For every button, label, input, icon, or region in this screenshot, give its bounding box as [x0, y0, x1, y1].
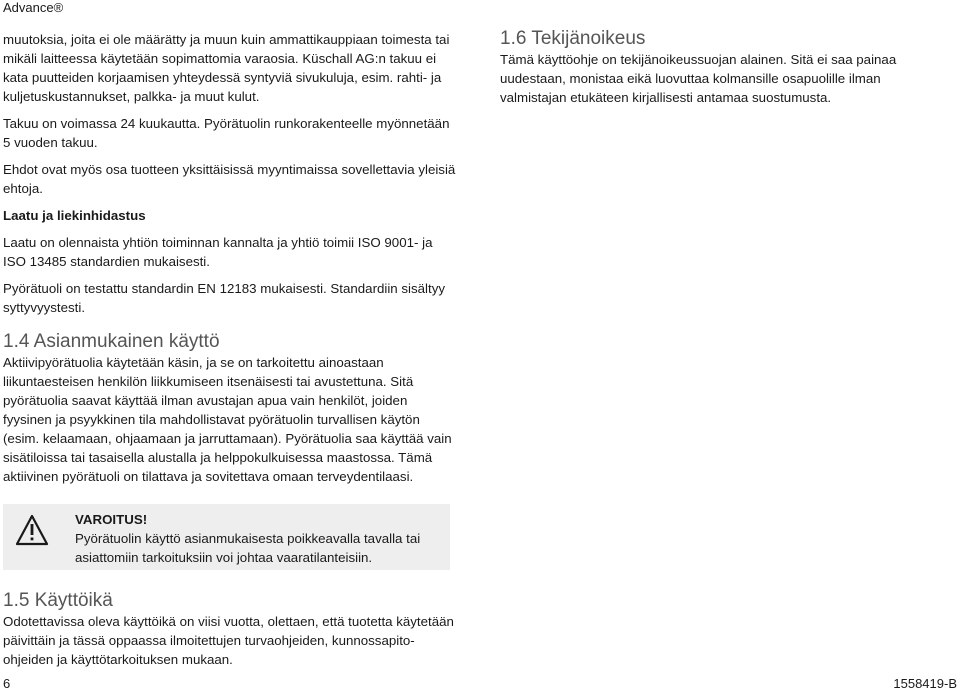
- section-1-6-body: Tämä käyttöohje on tekijänoikeussuojan alainen. Sitä ei saa painaa uudestaan, monistaa eikä luovuttaa kolmansille osapuolille ilman valmistajan etukäteen kirjallisesti antamaa suostumusta.: [500, 52, 897, 105]
- intro-paragraph: muutoksia, joita ei ole määrätty ja muun kuin ammattikauppiaan toimesta tai mikäli laitteessa käytetään sopimattomia varaosia. Küschall AG:n takuu ei kata puutteiden korjaamisen yhteydessä syntyviä sivukuluja, esim. rahti- ja kuljetuskustannukset, palkka- ja muut kulut.: [3, 32, 450, 104]
- left-column: [3, 30, 458, 486]
- section-1-4-body: Aktiivipyörätuolia käytetään käsin, ja se on tarkoitettu ainoastaan liikuntaesteisen henkilön liikkumiseen itsenäisesti tai avustettuna. Sitä pyörätuolia saavat käyttää ilman avustajan apua vain henkilöt, joiden fyysinen ja psyykkinen tila mahdollistavat pyörätuolin turvallisen käytön (esim. kelaamaan, ohjaamaan ja jarruttamaan). Pyörätuolia saa käyttää vain sisätiloissa tai tasaisella alustalla ja helppokulkuisessa maastossa. Tämä aktiivinen pyörätuoli on tilattava ja sovitettava omaan terveydentilaasi.: [3, 355, 452, 484]
- warning-box: [3, 504, 450, 570]
- warning-triangle-icon: [15, 514, 49, 546]
- quality-heading: Laatu ja liekinhidastus: [3, 208, 146, 223]
- warranty-paragraph: Takuu on voimassa 24 kuukautta. Pyörätuolin runkorakenteelle myönnetään 5 vuoden takuu.: [3, 116, 450, 150]
- terms-paragraph: Ehdot ovat myös osa tuotteen yksittäisissä myyntimaissa sovellettavia yleisiä ehtoja.: [3, 162, 456, 196]
- warning-title: VAROITUS!: [75, 512, 148, 527]
- section-1-6-title: 1.6 Tekijänoikeus: [500, 28, 646, 49]
- section-1-5: [3, 590, 458, 669]
- page-number: 6: [3, 676, 11, 691]
- section-1-4-title: 1.4 Asianmukainen käyttö: [3, 331, 220, 352]
- brand-header: Advance®: [3, 0, 64, 15]
- warning-text: Pyörätuolin käyttö asianmukaisesta poikkeavalla tavalla tai asiattomiin tarkoituksiin voi johtaa vaaratilanteisiin.: [75, 531, 421, 565]
- section-1-5-title: 1.5 Käyttöikä: [3, 590, 113, 611]
- section-1-5-body: Odotettavissa oleva käyttöikä on viisi vuotta, olettaen, että tuotetta käytetään päivittäin ja tässä oppaassa ilmoitettujen turvaohjeiden, kunnossapito-ohjeiden ja käyttötarkoituksen mukaan.: [3, 614, 454, 667]
- quality-paragraph: Laatu on olennaista yhtiön toiminnan kannalta ja yhtiö toimii ISO 9001- ja ISO 13485 standardien mukaisesti.: [3, 235, 433, 269]
- right-column: [500, 28, 930, 107]
- document-code: 1558419-B: [893, 676, 957, 691]
- test-paragraph: Pyörätuoli on testattu standardin EN 12183 mukaisesti. Standardiin sisältyy syttyvyystesti.: [3, 281, 445, 315]
- warning-text-block: [75, 510, 447, 567]
